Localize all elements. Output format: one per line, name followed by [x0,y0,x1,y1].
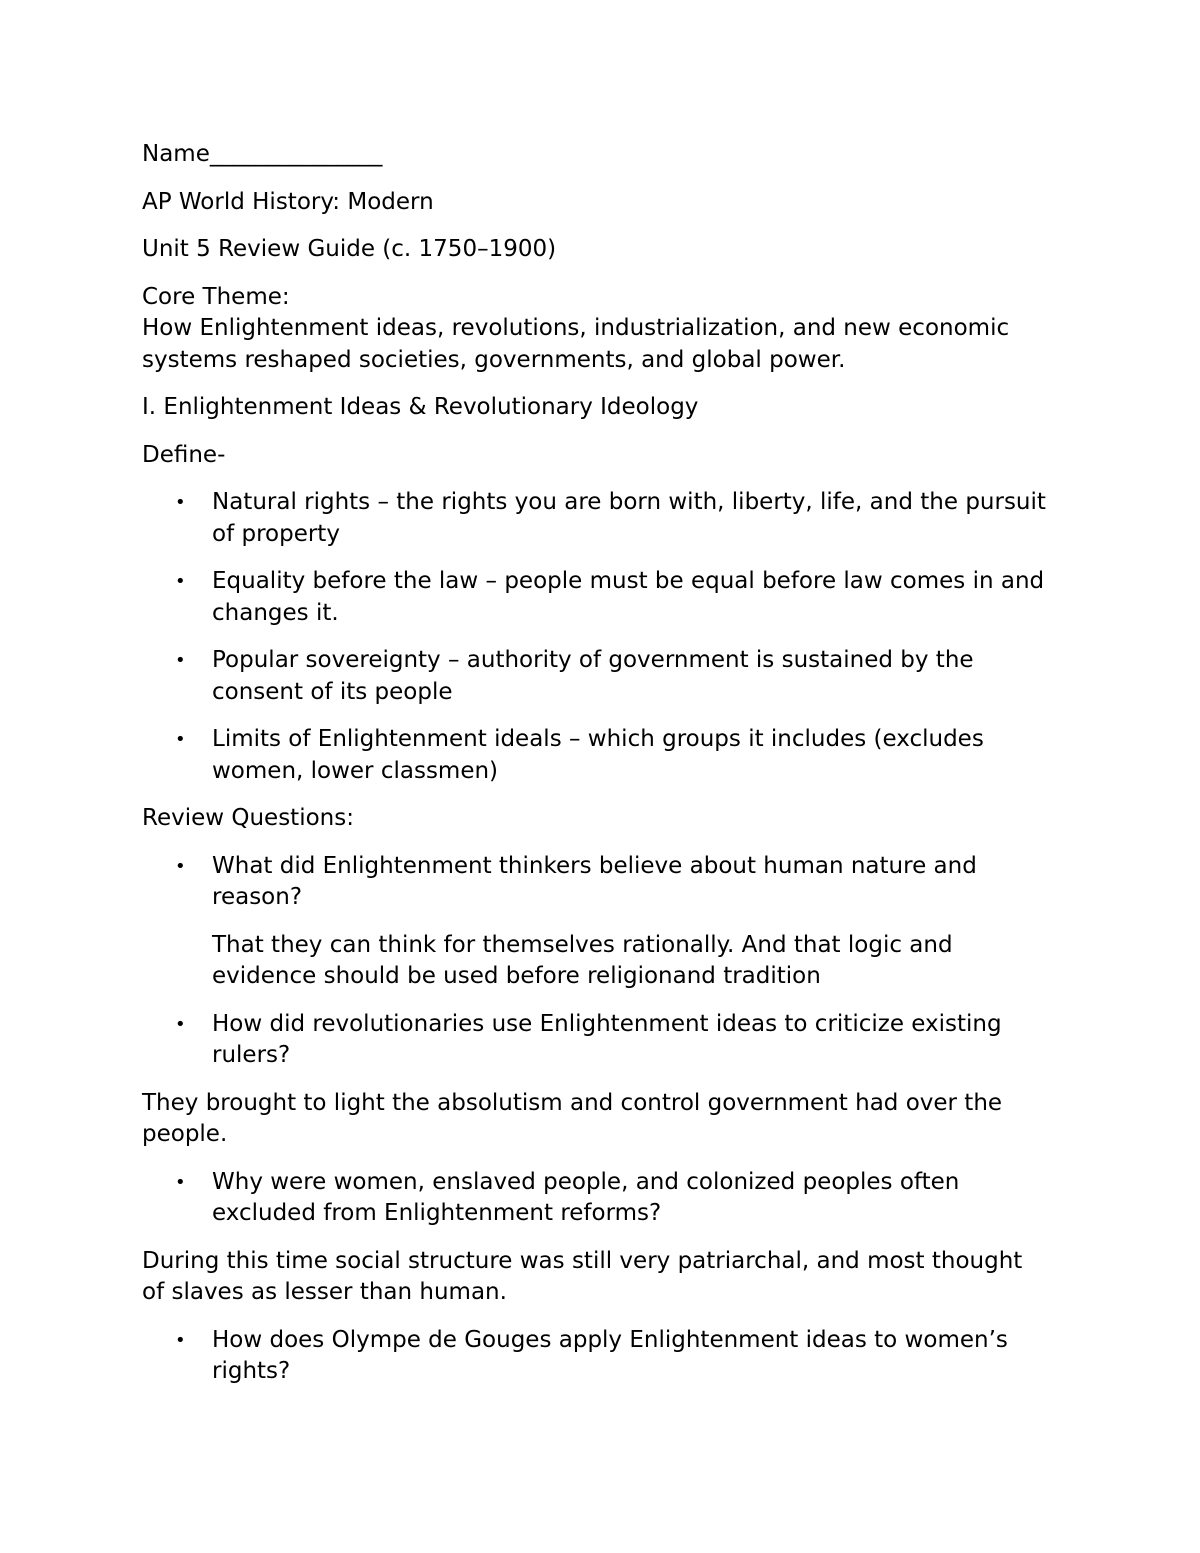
question-text: What did Enlightenment thinkers believe about human nature and reason? [212,852,977,910]
answer-text: They brought to light the absolutism and control government had over the people. [142,1089,1003,1147]
definitions-list [142,487,1050,787]
define-label: Define- [142,441,226,468]
bullet-icon: • [175,571,186,592]
list-item [142,724,1050,787]
name-line: Name_______________ [142,141,383,167]
bullet-icon: • [175,855,186,877]
core-theme-text: How Enlightenment ideas, revolutions, industrialization, and new economic systems reshaped societies, governments, and global power. [142,315,1010,373]
list-item [142,1009,1050,1072]
bullet-icon: • [175,729,186,750]
definition-text: Equality before the law – people must be equal before law comes in and changes it. [212,568,1045,626]
bullet-icon: • [175,650,186,671]
definition-text: Limits of Enlightenment ideals – which groups it includes (excludes women, lower classmen) [212,726,984,784]
definition-text: Popular sovereignty – authority of government is sustained by the consent of its people [212,647,974,705]
bullet-icon: • [175,492,186,513]
core-theme-label: Core Theme: [142,283,290,310]
bullet-icon: • [175,1329,186,1351]
definition-text: Natural rights – the rights you are born with, liberty, life, and the pursuit of property [212,489,1046,547]
review-questions-list-1 [142,851,1050,914]
list-item [142,1167,1050,1230]
bullet-icon: • [175,1013,186,1035]
list-item [142,566,1050,629]
list-item [142,487,1050,550]
course-title: AP World History: Modern [142,188,434,215]
review-questions-label: Review Questions: [142,805,354,831]
question-text: How does Olympe de Gouges apply Enlightenment ideas to women’s rights? [212,1326,1008,1384]
answer-text: That they can think for themselves rationally. And that logic and evidence should be used before religionand tradition [212,931,953,989]
list-item [142,1325,1050,1388]
review-questions-list-4 [142,1325,1050,1388]
list-item [142,851,1050,914]
review-questions-list-3 [142,1167,1050,1230]
question-text: How did revolutionaries use Enlightenment ideas to criticize existing rulers? [212,1010,1002,1068]
bullet-icon: • [175,1171,186,1193]
answer-text: During this time social structure was still very patriarchal, and most thought of slaves as lesser than human. [142,1247,1023,1305]
section-heading: I. Enlightenment Ideas & Revolutionary Ideology [142,394,699,420]
list-item [142,645,1050,708]
review-questions-list-2 [142,1009,1050,1072]
question-text: Why were women, enslaved people, and colonized peoples often excluded from Enlightenment reforms? [212,1168,960,1226]
unit-title: Unit 5 Review Guide (c. 1750–1900) [142,236,557,262]
